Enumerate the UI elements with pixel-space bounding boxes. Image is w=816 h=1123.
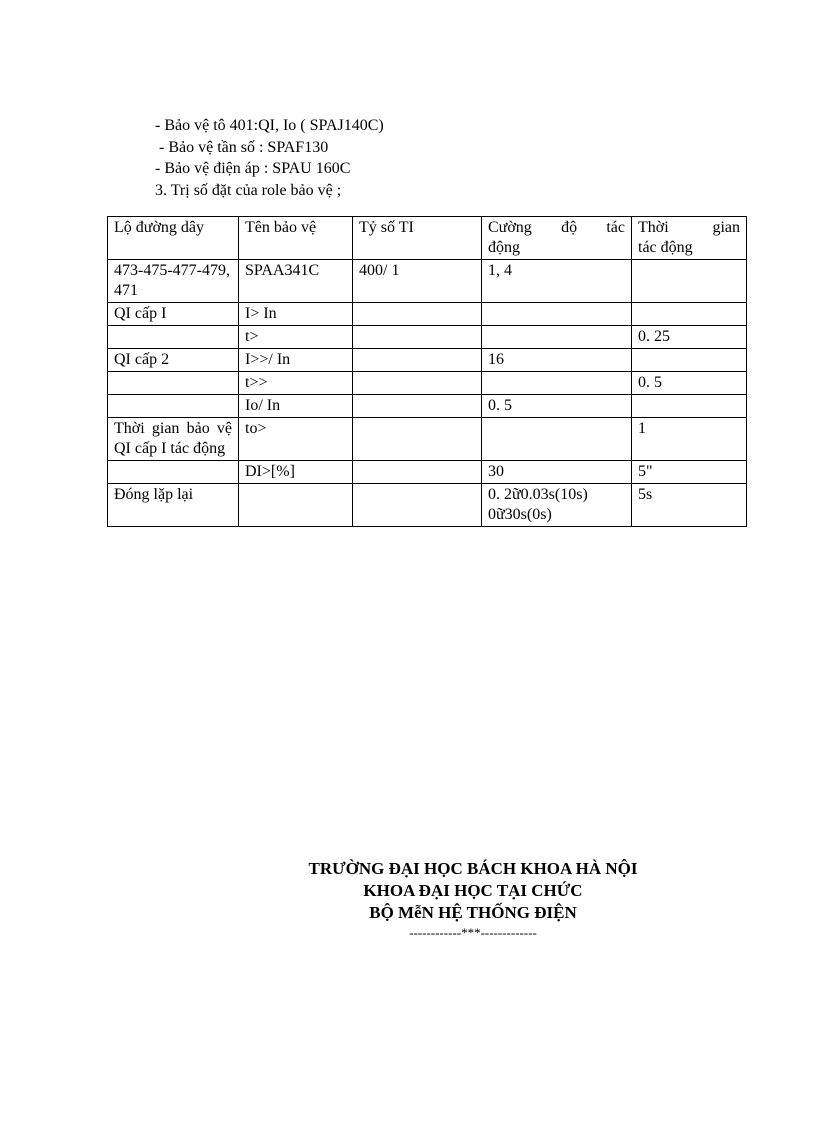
table-cell-line: 0ữ30s(0s) — [488, 506, 552, 523]
table-cell: 1, 4 — [482, 260, 632, 303]
table-cell — [632, 395, 747, 418]
table-row — [108, 461, 747, 484]
table-cell — [353, 395, 482, 418]
table-cell — [108, 418, 239, 461]
table-cell: QI cấp I — [108, 303, 239, 326]
table-cell-line: 0. 2ữ0.03s(10s) — [488, 486, 588, 503]
table-cell: 5" — [632, 461, 747, 484]
footer-department-name: BỘ MễN HỆ THỐNG ĐIỆN — [369, 903, 577, 922]
table-cell — [108, 372, 239, 395]
table-row — [108, 303, 747, 326]
table-cell — [353, 484, 482, 527]
table-cell — [632, 303, 747, 326]
header-operating-current-line2: động — [488, 239, 520, 256]
table-cell-text: Thời gian bảo vệ QI cấp I tác động — [114, 420, 232, 457]
header-operating-time-line1: Thời gian — [638, 219, 740, 236]
intro-line-frequency-protection: - Bảo vệ tần số : SPAF130 — [159, 139, 329, 156]
header-operating-current — [482, 217, 632, 260]
table-row — [108, 395, 747, 418]
table-cell — [353, 418, 482, 461]
table-cell — [239, 484, 353, 527]
table-cell: 16 — [482, 349, 632, 372]
table-cell — [482, 418, 632, 461]
table-cell: Io/ In — [239, 395, 353, 418]
table-cell: 30 — [482, 461, 632, 484]
footer-university-name: TRƯỜNG ĐẠI HỌC BÁCH KHOA HÀ NỘI — [308, 859, 638, 878]
relay-settings-table — [107, 216, 747, 527]
table-cell — [632, 260, 747, 303]
table-row — [108, 260, 747, 303]
table-cell: 0. 5 — [482, 395, 632, 418]
header-ct-ratio: Tỷ số TI — [353, 217, 482, 260]
intro-line-tovo-protection: - Bảo vệ tô 401:QI, Io ( SPAJ140C) — [155, 117, 384, 134]
table-cell: Đóng lặp lại — [108, 484, 239, 527]
section-heading-relay-settings: 3. Trị số đặt của role bảo vệ ; — [155, 182, 342, 199]
table-cell — [632, 349, 747, 372]
table-header-row — [108, 217, 747, 260]
table-cell: I> In — [239, 303, 353, 326]
header-operating-current-line1: Cường độ tác — [488, 219, 625, 236]
table-cell: 0. 25 — [632, 326, 747, 349]
table-cell: I>>/ In — [239, 349, 353, 372]
intro-line-voltage-protection: - Bảo vệ điện áp : SPAU 160C — [155, 160, 351, 177]
table-cell — [482, 326, 632, 349]
header-operating-time-line2: tác động — [638, 239, 693, 256]
table-cell: DI>[%] — [239, 461, 353, 484]
header-line: Lộ đường dây — [108, 217, 239, 260]
header-protection-name: Tên bảo vệ — [239, 217, 353, 260]
table-cell — [108, 326, 239, 349]
table-cell: QI cấp 2 — [108, 349, 239, 372]
table-cell: t> — [239, 326, 353, 349]
header-operating-time — [632, 217, 747, 260]
table-cell: 473-475-477-479, 471 — [108, 260, 239, 303]
table-row — [108, 372, 747, 395]
table-cell — [482, 303, 632, 326]
table-cell: to> — [239, 418, 353, 461]
table-cell: 0. 5 — [632, 372, 747, 395]
footer-separator: ------------***------------- — [409, 925, 537, 940]
table-cell — [482, 372, 632, 395]
table-row — [108, 349, 747, 372]
table-row — [108, 484, 747, 527]
table-cell: SPAA341C — [239, 260, 353, 303]
table-cell — [108, 461, 239, 484]
table-cell — [353, 349, 482, 372]
table-cell — [353, 461, 482, 484]
table-row — [108, 418, 747, 461]
table-cell — [353, 372, 482, 395]
table-cell: 5s — [632, 484, 747, 527]
table-cell: 400/ 1 — [353, 260, 482, 303]
table-row — [108, 326, 747, 349]
table-cell: t>> — [239, 372, 353, 395]
footer-faculty-name: KHOA ĐẠI HỌC TẠI CHỨC — [363, 881, 583, 900]
table-cell — [108, 395, 239, 418]
table-cell — [482, 484, 632, 527]
table-cell — [353, 303, 482, 326]
table-cell — [353, 326, 482, 349]
table-cell: 1 — [632, 418, 747, 461]
